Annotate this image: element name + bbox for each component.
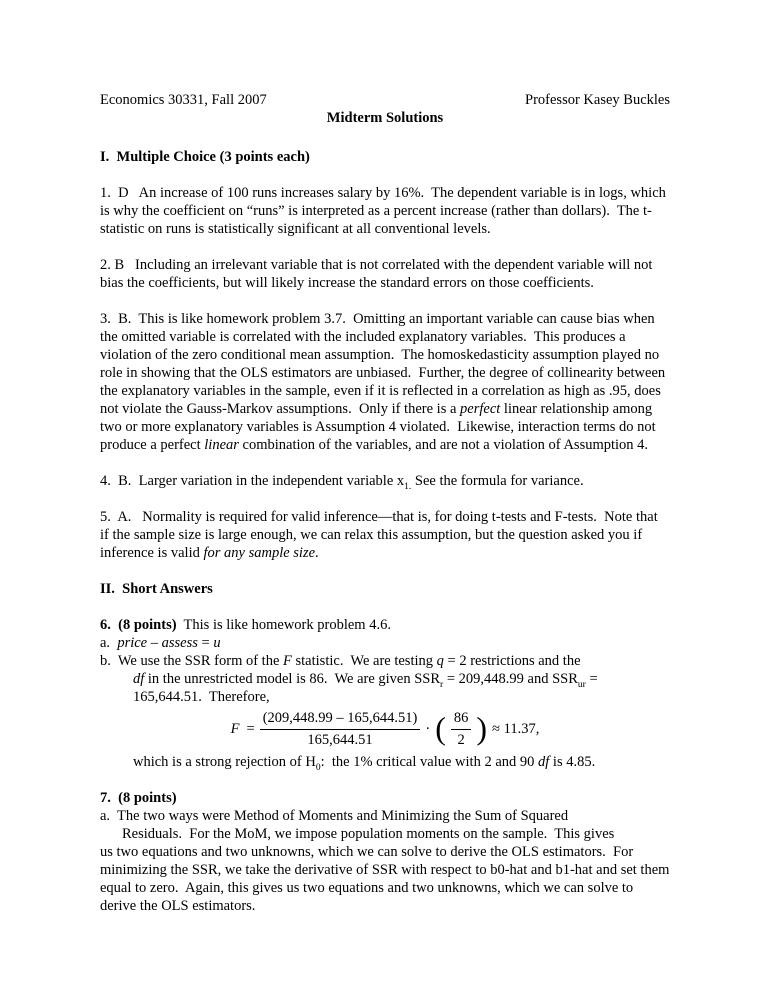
subscript-ur: ur bbox=[577, 680, 586, 690]
answer-7-heading bbox=[100, 789, 670, 807]
fraction-denominator: 165,644.51 bbox=[307, 732, 373, 748]
answer-6b-line2 bbox=[133, 670, 670, 688]
section-1-heading: I. Multiple Choice (3 points each) bbox=[100, 149, 310, 165]
ssr-fraction bbox=[260, 710, 421, 749]
formula-equals: = bbox=[246, 721, 255, 737]
answer-6b-conclusion bbox=[133, 753, 670, 771]
document-header bbox=[100, 91, 670, 109]
left-paren: ( bbox=[435, 709, 446, 746]
answer-5 bbox=[100, 508, 670, 562]
fraction-numerator: 86 bbox=[451, 710, 472, 730]
answer-6-intro-text: This is like homework problem 4.6. bbox=[176, 617, 391, 633]
conclusion-text: is 4.85. bbox=[549, 754, 596, 770]
answer-7a-line1: a. The two ways were Method of Moments and Minimizing the Sum of Squared bbox=[100, 808, 569, 824]
variable-df: df bbox=[538, 754, 550, 770]
fraction-numerator: (209,448.99 – 165,644.51) bbox=[260, 710, 421, 730]
answer-7 bbox=[100, 789, 674, 915]
answer-6a bbox=[100, 634, 670, 652]
equals-sign: = bbox=[197, 635, 214, 651]
subscript-r: r bbox=[440, 680, 444, 690]
formula-F: F bbox=[230, 721, 240, 737]
answer-7a-rest: us two equations and two unknowns, which we can solve to derive the OLS estimators. For minimizing the SSR, we take the derivative of SSR with respect to b0-hat and b1-hat and set them equal to zero. Again, this gives us two equations and two unknowns, which we can solve to derive the OLS estimators. bbox=[100, 844, 674, 914]
answer-4 bbox=[100, 472, 670, 490]
answer-6-intro bbox=[100, 616, 670, 634]
answer-3-text: 3. B. This is like homework problem 3.7. Omitting an important variable can cause bias when the omitted variable is correlated with the included explanatory variables. This produces a violation of the zero conditional mean assumption. The homoskedasticity assumption played no role in showing that the OLS estimators are unbiased. Further, the degree of collinearity between the explanatory variables in the sample, even if it is reflected in a correlation as high as .95, does not violate the Gauss-Markov assumptions. Only if there is a bbox=[100, 311, 669, 417]
answer-3-text: combination of the variables, and are not a violation of Assumption 4. bbox=[238, 437, 649, 453]
emphasis-any-sample-size: for any sample size bbox=[203, 545, 316, 561]
emphasis-perfect: perfect bbox=[460, 401, 501, 417]
variable-df: df bbox=[133, 671, 145, 687]
answer-6b-text: = 209,448.99 and SSR bbox=[443, 671, 578, 687]
document-title: Midterm Solutions bbox=[326, 110, 444, 126]
answer-6b-line1 bbox=[100, 652, 670, 670]
answer-6 bbox=[100, 616, 670, 771]
document-content bbox=[100, 91, 674, 933]
answer-7-points: 7. (8 points) bbox=[100, 790, 177, 806]
answer-6a-label: a. bbox=[100, 635, 118, 651]
answer-6b-line3: 165,644.51. Therefore, bbox=[133, 689, 270, 705]
answer-5-text: 5. A. Normality is required for valid inference—that is, for doing t-tests and F-tests. Note that if the sample size is large enough, we can relax this assumption, but the question asked you if inference is valid bbox=[100, 509, 662, 561]
course-info: Economics 30331, Fall 2007 bbox=[100, 92, 267, 108]
answer-6b-text: = bbox=[585, 671, 598, 687]
f-statistic-formula bbox=[100, 710, 670, 749]
answer-4-text: See the formula for variance. bbox=[411, 473, 584, 489]
answer-5-text: . bbox=[315, 545, 319, 561]
answer-6b-text: statistic. We are testing bbox=[291, 653, 437, 669]
df-fraction bbox=[451, 710, 472, 749]
conclusion-text: which is a strong rejection of H bbox=[133, 754, 316, 770]
right-paren: ) bbox=[476, 709, 488, 746]
emphasis-linear: linear bbox=[204, 437, 239, 453]
multiplication-dot: · bbox=[425, 721, 431, 737]
answer-6-points: 6. (8 points) bbox=[100, 617, 177, 633]
variable-F: F bbox=[283, 653, 292, 669]
answer-2: 2. B Including an irrelevant variable that is not correlated with the dependent variable will not bias the coefficients, but will likely increase the standard errors on those coefficients. bbox=[100, 257, 657, 291]
answer-6b-text: in the unrestricted model is 86. We are given SSR bbox=[144, 671, 441, 687]
answer-3 bbox=[100, 310, 670, 454]
conclusion-text: : the 1% critical value with 2 and 90 bbox=[320, 754, 539, 770]
variable-price-assess: price – assess bbox=[117, 635, 198, 651]
answer-6b-text: = 2 restrictions and the bbox=[443, 653, 581, 669]
answer-6b-text: b. We use the SSR form of the bbox=[100, 653, 284, 669]
variable-q: q bbox=[436, 653, 444, 669]
answer-4-text: 4. B. Larger variation in the independent variable x bbox=[100, 473, 405, 489]
subscript-1: 1. bbox=[404, 482, 412, 492]
answer-1: 1. D An increase of 100 runs increases salary by 16%. The dependent variable is in logs, which is why the coefficient on “runs” is interpreted as a percent increase (rather than dollars). The t-statistic on runs is statistically significant at all conventional levels. bbox=[100, 185, 670, 237]
section-2-heading: II. Short Answers bbox=[100, 581, 213, 597]
answer-3-text: linear relationship among two or more explanatory variables is Assumption 4 violated. Likewise, interaction terms do not produce a perfect bbox=[100, 401, 660, 453]
fraction-denominator: 2 bbox=[457, 732, 465, 748]
subscript-0: 0 bbox=[315, 763, 321, 773]
variable-u: u bbox=[213, 635, 221, 651]
professor-name: Professor Kasey Buckles bbox=[525, 92, 670, 108]
answer-7a-line2: Residuals. For the MoM, we impose population moments on the sample. This gives bbox=[122, 826, 615, 842]
formula-result: ≈ 11.37, bbox=[492, 721, 540, 737]
